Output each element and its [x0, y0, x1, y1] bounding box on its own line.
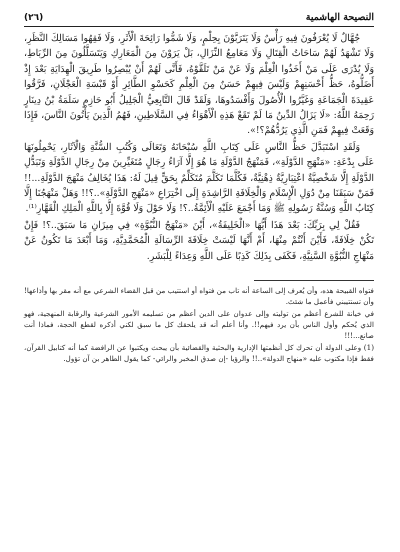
- footnote: فتواه القبيحة هذه، وأن يُعرف إلى الساعة أنه تاب من فتواه أو استتيب من قبل القضاء الشرعي مع أنه مقر بها وأذاعها! وأن تستتيبني فأعمل ما شئتَ.: [24, 286, 374, 307]
- paragraph: وَلَقَدِ اسْتَبَدَّلَ حَظُّ النَّاسِ عَلَى كِتَابِ اللَّهِ سُبْحَانَهُ وَتَعَالَى وَكُتُبِ السُّنَّةِ وَالْآثَارِ، يَحْمِلُونَهَا عَلَى بِدْعَةِ: «مَنْهَجِ الدَّوْلَةِ»، فَمَنْهَجُ الدَّوْلَةِ مَا هُوَ إِلَّا آرَاءُ رِجَالٍ مُتَغَيِّرِينَ مِنْ رِجَالِ الدَّوْلَةِ وَتَبَدُّلِ الدَّوْلَةِ إِلَّا شَخْصِيَّةٌ اعْتِبَارِيَّةٌ ذِهْنِيَّةٌ، فَكُلَّمَا تَكَلَّمَ مُتَكَلِّمٌ بِحَقٍّ قِيلَ لَهُ: هَذَا يُخَالِفُ مَنْهَجَ الدَّوْلَةِ...!! فَمَنْ سَبَقَنَا مِنْ دُوَلِ الْإِسْلَامِ وَالْخِلَافَةِ الرَّاشِدَةِ إِلَى اخْتِرَاعِ «مَنْهَجِ الدَّوْلَةِ»..؟!! وَهَلْ مَنْهَجُنَا إِلَّا كِتَابُ اللَّهِ وَسُنَّةُ رَسُولِهِ ﷺ وَمَا أَجْمَعَ عَلَيْهِ الْأَئِمَّةُ..؟! وَلَا حَوْلَ وَلَا قُوَّةَ إِلَّا بِاللَّهِ الْمَلِكِ الْقَهَّارِ⁽¹⁾.: [24, 141, 374, 215]
- running-head: [24, 12, 374, 27]
- paragraph: جُهَّالٌ لَا يُعْرَفُونَ فِيهِ رَأْسٌ وَلَا يَتَرَبَّوْنَ بِحِلْمٍ، وَلَا شَمُّوا رَائِحَةَ الْأَثَرِ، وَلَا فَقِهُوا مَسَالِكَ النَّظَرِ، وَلَا تَشْهَدُ لَهُمْ سَاحَاتُ الْقِتَالِ وَلَا مَعَامِعُ النِّزَالِ، بَلْ يَرَوْنَ مِنَ الْمَعَارِكِ وَيَتَسَلَّلُونَ مِنَ الرِّبَاطِ، وَلَا يُدْرَى عَلَى مَنْ أَخَذُوا الْعِلْمَ وَلَا عَنْ مَنْ تَلَقَّوْهُ، فَأَنَّى لَهُمْ أَنْ يُبْصِرُوا طَرِيقَ الْهِدَايَةِ بَعْدَ إِذْ أَضَلُّوهُ، حَظُّ أَحْسَنِهِمْ وَلَيْسَ فِيهِمْ حَسَنٌ مِنَ الْعِلْمِ كَحَسْوِ الطَّائِرِ أَوْ قَبْسَةِ الْعَجْلَانِ، فَرَّقُوا عَقِيدَةَ الْجَمَاعَةِ وَغَيَّرُوا الْأُصُولَ وَأَفْسَدُوهَا، وَلَقَدْ قَالَ التَّابِعِيُّ الْجَلِيلُ أَبُو حَازِمٍ سَلَمَةُ بْنُ دِينَارٍ رَحِمَهُ اللَّهُ: «لَا يَزَالُ الدِّينُ مَا لَمْ تَقَعْ هَذِهِ الْأَهْوَاءُ فِي السَّلَاطِينِ، فَهُمُ الَّذِينَ يَأْتُونَ النَّاسَ، فَإِذَا وَقَعَتْ فِيهِمْ فَمَنِ الَّذِي يَرُدُّهُمْ؟!».: [24, 33, 374, 137]
- main-text: [24, 31, 374, 264]
- footnotes: [24, 285, 374, 364]
- footnote: في خيانة للشرع أعظم من توليته وإلى عدوان على الدين أعظم من تسليمه الأمور الشرعية والرقابة المنهجية، فهو الذي يُحكم وأول الناس بأن يرد فيهم!!. وأنا أعلم أنه قد يلحقك كل ما سبق لكني أذكره لقطع الحجة، فماذا أنت صانع...!!!: [24, 308, 374, 341]
- running-head-title: النصيحة الهاشمية: [305, 12, 374, 23]
- footnote-divider: [254, 280, 374, 281]
- footnote: (1) وعلى الدولة أن تحرك كل أنظمتها الإدارية والبحثية والقضائية بأن يبحث ويكتبوا عن الرافضة كما أنه كتابيل القرآن، فقط فإذا مكتوب عليه «منهاج الدولة»..!! والرؤيا -إن صدق المخبر والرائي- كما يقول الطاهر بن آن تؤول.: [24, 342, 374, 363]
- paragraph: فَقُلْ لِي بِرَبِّكَ: بَعْدَ هَذَا أَيُّهَا «الْخَلِيفَةُ»، أَيْنَ «مَنْهَجُ النُّبُوَّةِ» فِي مِيزَانِ مَا سَبَقَ..؟! فَإِنْ تَكُنْ خِلَافَةً، فَأَيْنَ أَنْتُمْ مِنْهَا، أَمْ أَنَّهَا لَيْسَتْ خِلَافَةَ الرِّسَالَةِ الْمُحَمَّدِيَّةِ، وَمَا أَبْعَدَ مَا تَكُونُ عَنْ مَنْهَاجِ النُّبُوَّةِ السَّنِيَّةِ، فَكَفَى بِذَلِكَ كَذِبًا عَلَى اللَّهِ وَعِدَاءً لِلْبَشَرِ.: [24, 219, 374, 262]
- page-number: (٢٦): [24, 13, 44, 23]
